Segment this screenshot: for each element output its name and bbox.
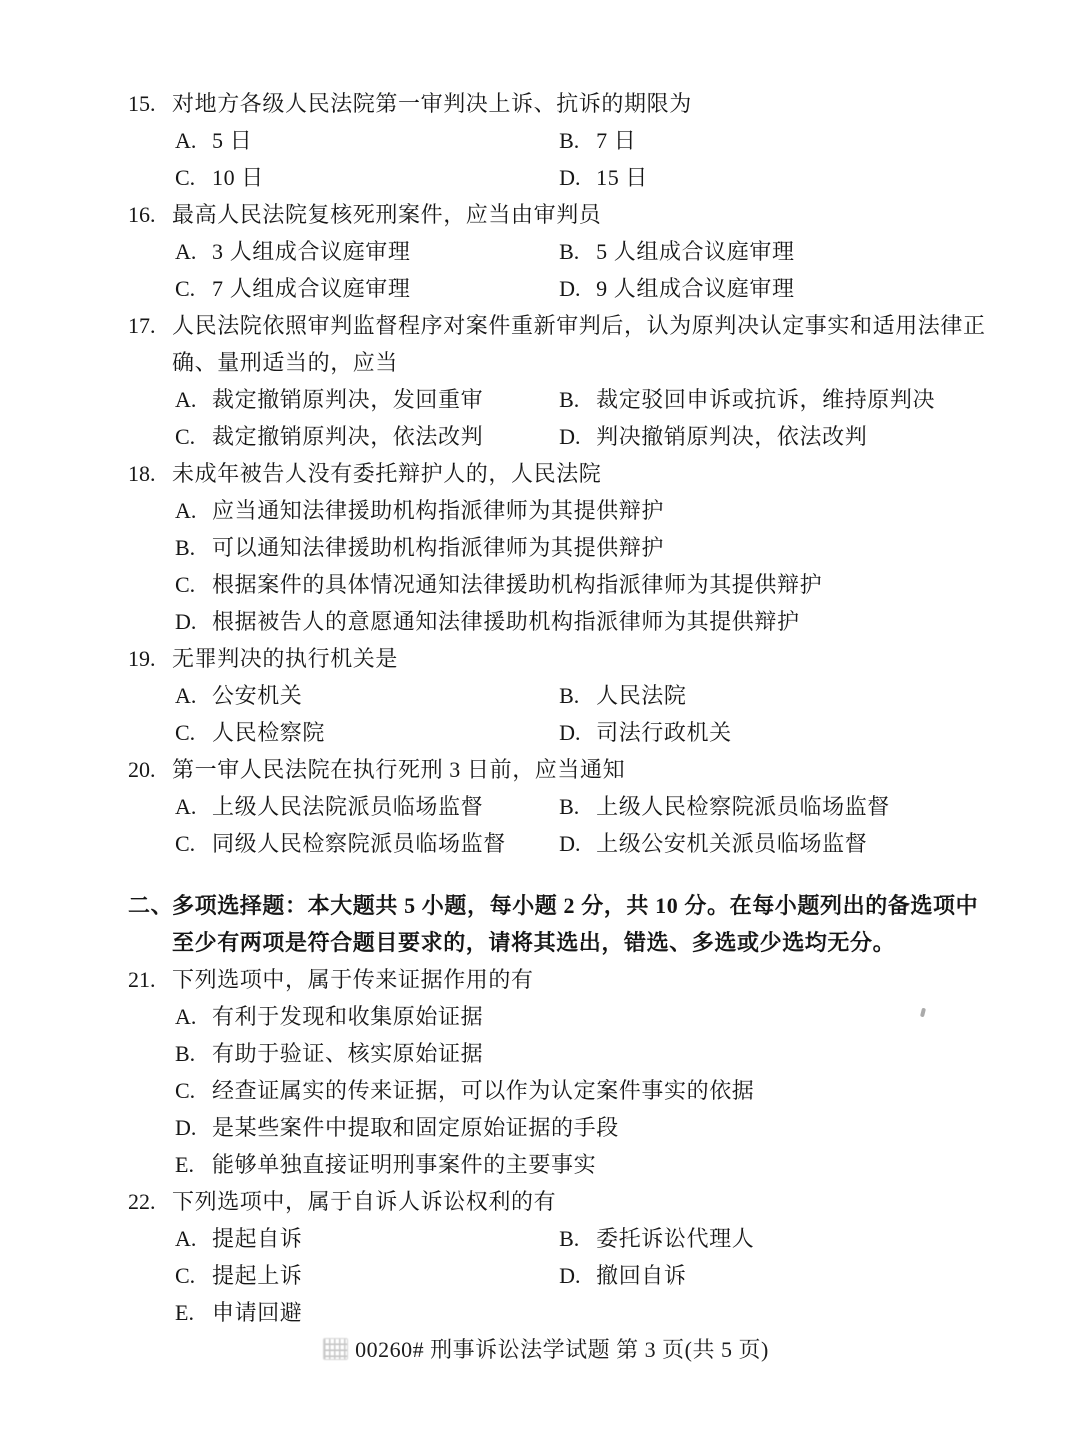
option-22-c — [175, 1257, 553, 1294]
question-text: 人民法院依照审判监督程序对案件重新审判后，认为原判决认定事实和适用法律正 — [172, 313, 986, 338]
option-text: 7 日 — [596, 128, 637, 153]
question-15 — [0, 85, 1080, 196]
option-text: 上级人民检察院派员临场监督 — [596, 794, 890, 819]
option-text: 3 人组成合议庭审理 — [212, 239, 411, 264]
question-20-title — [0, 751, 1080, 788]
option-17-b — [559, 381, 935, 418]
option-16-b — [559, 233, 795, 270]
section-2-header-line-1 — [0, 887, 1080, 924]
question-16 — [0, 196, 1080, 307]
question-text: 下列选项中，属于自诉人诉讼权利的有 — [172, 1189, 557, 1214]
question-text: 下列选项中，属于传来证据作用的有 — [172, 967, 534, 992]
option-text: 撤回自诉 — [596, 1263, 687, 1288]
option-17-c — [175, 418, 553, 455]
option-15-b — [559, 122, 636, 159]
option-label: C. — [175, 572, 196, 597]
option-label: B. — [559, 387, 580, 412]
question-20-options-row-1 — [0, 788, 1080, 825]
question-16-options-row-1 — [0, 233, 1080, 270]
option-text: 有利于发现和收集原始证据 — [212, 1004, 484, 1029]
question-22-options-row-2 — [0, 1257, 1080, 1294]
question-22-title — [0, 1183, 1080, 1220]
question-19-options-row-1 — [0, 677, 1080, 714]
question-20-options-row-2 — [0, 825, 1080, 862]
option-20-b — [559, 788, 890, 825]
option-22-b — [559, 1220, 754, 1257]
option-text: 应当通知法律援助机构指派律师为其提供辩护 — [212, 498, 665, 523]
option-label: C. — [175, 1078, 196, 1103]
option-label: C. — [175, 424, 196, 449]
option-text: 是某些案件中提取和固定原始证据的手段 — [212, 1115, 619, 1140]
option-text: 5 人组成合议庭审理 — [596, 239, 795, 264]
option-text: 委托诉讼代理人 — [596, 1226, 755, 1251]
option-label: D. — [175, 609, 197, 634]
question-16-title — [0, 196, 1080, 233]
option-19-b — [559, 677, 686, 714]
option-15-a — [175, 122, 553, 159]
option-16-a — [175, 233, 553, 270]
question-20 — [0, 751, 1080, 862]
option-label: D. — [175, 1115, 197, 1140]
option-text: 同级人民检察院派员临场监督 — [212, 831, 506, 856]
section-instructions: 多项选择题：本大题共 5 小题，每小题 2 分，共 10 分。在每小题列出的备选项中 — [172, 893, 979, 918]
question-17-options-row-1 — [0, 381, 1080, 418]
option-text: 5 日 — [212, 128, 253, 153]
option-19-c — [175, 714, 553, 751]
question-17-options-row-2 — [0, 418, 1080, 455]
option-22-e — [0, 1294, 1080, 1331]
question-number: 22. — [128, 1189, 156, 1214]
option-label: B. — [559, 1226, 580, 1251]
question-22-options-row-1 — [0, 1220, 1080, 1257]
option-text: 10 日 — [212, 165, 264, 190]
option-18-d — [0, 603, 1080, 640]
option-20-d — [559, 825, 867, 862]
option-label: B. — [559, 239, 580, 264]
option-text: 人民法院 — [596, 683, 687, 708]
option-text: 裁定撤销原判决，发回重审 — [212, 387, 484, 412]
question-16-options-row-2 — [0, 270, 1080, 307]
option-label: A. — [175, 239, 197, 264]
option-22-a — [175, 1220, 553, 1257]
option-text: 15 日 — [596, 165, 649, 190]
option-18-b — [0, 529, 1080, 566]
question-number: 20. — [128, 757, 156, 782]
question-text: 对地方各级人民法院第一审判决上诉、抗诉的期限为 — [172, 91, 692, 116]
option-text: 判决撤销原判决，依法改判 — [596, 424, 868, 449]
section-instructions: 至少有两项是符合题目要求的，请将其选出，错选、多选或少选均无分。 — [172, 930, 896, 955]
option-label: B. — [175, 535, 196, 560]
option-label: D. — [559, 720, 581, 745]
option-16-d — [559, 270, 795, 307]
option-label: D. — [559, 165, 581, 190]
option-text: 可以通知法律援助机构指派律师为其提供辩护 — [212, 535, 665, 560]
question-17-title-line-2 — [0, 344, 1080, 381]
option-text: 提起自诉 — [212, 1226, 303, 1251]
option-text: 上级人民法院派员临场监督 — [212, 794, 484, 819]
option-label: E. — [175, 1152, 194, 1177]
stamp-icon — [323, 1338, 348, 1360]
option-16-c — [175, 270, 553, 307]
question-text: 无罪判决的执行机关是 — [172, 646, 399, 671]
question-18-title — [0, 455, 1080, 492]
option-21-d — [0, 1109, 1080, 1146]
option-text: 公安机关 — [212, 683, 303, 708]
option-text: 有助于验证、核实原始证据 — [212, 1041, 484, 1066]
option-label: D. — [559, 424, 581, 449]
option-20-c — [175, 825, 553, 862]
option-text: 提起上诉 — [212, 1263, 303, 1288]
question-number: 21. — [128, 967, 156, 992]
option-21-b — [0, 1035, 1080, 1072]
question-15-options-row-2 — [0, 159, 1080, 196]
option-label: C. — [175, 720, 196, 745]
option-label: D. — [559, 831, 581, 856]
option-label: A. — [175, 1004, 197, 1029]
option-label: A. — [175, 387, 197, 412]
option-text: 9 人组成合议庭审理 — [596, 276, 795, 301]
option-text: 裁定驳回申诉或抗诉，维持原判决 — [596, 387, 936, 412]
page-content — [0, 85, 1080, 1331]
page-footer — [6, 1331, 1080, 1368]
question-number: 18. — [128, 461, 156, 486]
option-text: 人民检察院 — [212, 720, 326, 745]
question-15-options-row-1 — [0, 122, 1080, 159]
question-19-title — [0, 640, 1080, 677]
section-2-header — [0, 887, 1080, 961]
option-19-a — [175, 677, 553, 714]
question-text: 确、量刑适当的，应当 — [172, 350, 399, 375]
page-footer-text: 00260# 刑事诉讼法学试题 第 3 页(共 5 页) — [355, 1337, 769, 1362]
option-text: 根据案件的具体情况通知法律援助机构指派律师为其提供辩护 — [212, 572, 823, 597]
option-label: A. — [175, 498, 197, 523]
option-21-c — [0, 1072, 1080, 1109]
option-label: C. — [175, 165, 196, 190]
question-number: 17. — [128, 313, 156, 338]
option-label: C. — [175, 276, 196, 301]
option-text: 7 人组成合议庭审理 — [212, 276, 411, 301]
option-19-d — [559, 714, 732, 751]
option-17-d — [559, 418, 867, 455]
option-20-a — [175, 788, 553, 825]
question-15-title — [0, 85, 1080, 122]
option-18-a — [0, 492, 1080, 529]
option-label: B. — [559, 128, 580, 153]
option-label: C. — [175, 1263, 196, 1288]
question-22 — [0, 1183, 1080, 1331]
question-21-title — [0, 961, 1080, 998]
option-21-a — [0, 998, 1080, 1035]
option-text: 司法行政机关 — [596, 720, 732, 745]
option-label: C. — [175, 831, 196, 856]
question-21 — [0, 961, 1080, 1183]
question-number: 16. — [128, 202, 156, 227]
option-text: 能够单独直接证明刑事案件的主要事实 — [212, 1152, 597, 1177]
option-18-c — [0, 566, 1080, 603]
question-text: 最高人民法院复核死刑案件，应当由审判员 — [172, 202, 602, 227]
question-text: 第一审人民法院在执行死刑 3 日前，应当通知 — [172, 757, 626, 782]
section-number: 二、 — [128, 893, 174, 918]
question-text: 未成年被告人没有委托辩护人的，人民法院 — [172, 461, 602, 486]
section-2-header-line-2 — [0, 924, 1080, 961]
option-text: 经查证属实的传来证据，可以作为认定案件事实的依据 — [212, 1078, 755, 1103]
option-label: A. — [175, 1226, 197, 1251]
question-19 — [0, 640, 1080, 751]
option-text: 根据被告人的意愿通知法律援助机构指派律师为其提供辩护 — [212, 609, 800, 634]
option-15-c — [175, 159, 553, 196]
option-label: A. — [175, 128, 197, 153]
option-label: D. — [559, 276, 581, 301]
option-label: B. — [559, 794, 580, 819]
question-19-options-row-2 — [0, 714, 1080, 751]
option-label: A. — [175, 794, 197, 819]
option-15-d — [559, 159, 648, 196]
option-label: B. — [559, 683, 580, 708]
option-label: B. — [175, 1041, 196, 1066]
option-text: 申请回避 — [212, 1300, 303, 1325]
option-text: 上级公安机关派员临场监督 — [596, 831, 868, 856]
question-18 — [0, 455, 1080, 640]
question-17-title-line-1 — [0, 307, 1080, 344]
option-label: D. — [559, 1263, 581, 1288]
option-22-d — [559, 1257, 686, 1294]
option-21-e — [0, 1146, 1080, 1183]
option-label: E. — [175, 1300, 194, 1325]
question-number: 15. — [128, 91, 156, 116]
option-17-a — [175, 381, 553, 418]
question-17 — [0, 307, 1080, 455]
question-number: 19. — [128, 646, 156, 671]
option-label: A. — [175, 683, 197, 708]
option-text: 裁定撤销原判决，依法改判 — [212, 424, 484, 449]
